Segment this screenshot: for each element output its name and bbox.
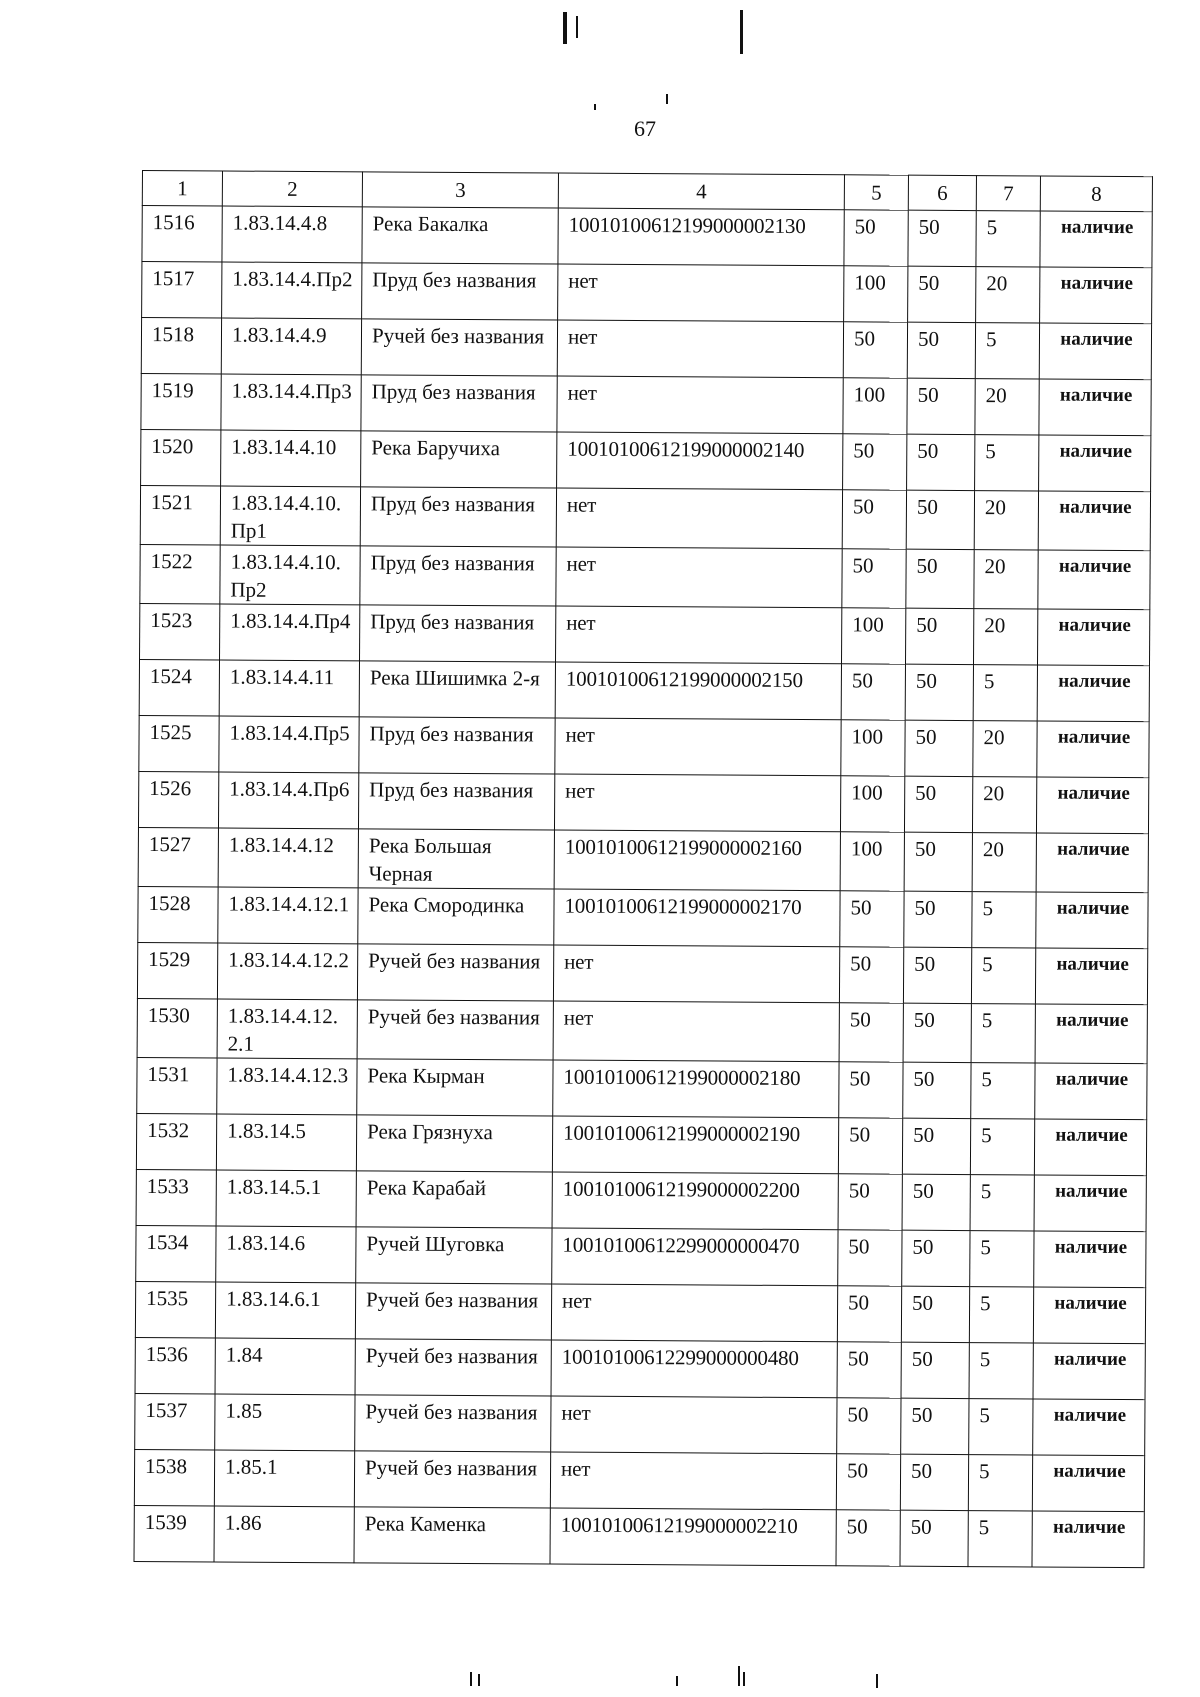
cadastral-number-cell: 10010100612199000002160 <box>554 830 840 891</box>
value-5-cell: 100 <box>840 776 904 832</box>
value-5-cell: 50 <box>838 1174 902 1230</box>
column-header-6: 6 <box>908 175 976 210</box>
row-number-cell: 1538 <box>134 1449 214 1505</box>
cadastral-number-cell: нет <box>557 320 843 378</box>
object-code-cell: 1.83.14.4.10.Пр1 <box>220 486 360 546</box>
value-7-cell: 5 <box>975 435 1039 491</box>
value-5-cell: 50 <box>838 1230 902 1286</box>
object-code-cell: 1.83.14.5 <box>216 1114 356 1171</box>
cadastral-number-cell: нет <box>551 1396 837 1454</box>
table-row <box>137 1057 1147 1119</box>
cadastral-number-cell: нет <box>558 264 844 322</box>
table-row <box>142 206 1152 268</box>
object-code-cell: 1.85 <box>215 1394 355 1451</box>
value-6-cell: 50 <box>906 490 974 549</box>
table-row <box>137 942 1147 1004</box>
row-number-cell: 1537 <box>135 1393 215 1449</box>
cadastral-number-cell: нет <box>555 718 841 776</box>
object-name-cell: Ручей без названия <box>357 1000 553 1060</box>
table-row <box>141 318 1151 380</box>
row-number-cell: 1531 <box>137 1057 217 1113</box>
value-7-cell: 5 <box>973 665 1037 721</box>
value-6-cell: 50 <box>900 1510 968 1566</box>
column-header-1: 1 <box>142 171 222 206</box>
cadastral-number-cell: нет <box>551 1284 837 1342</box>
object-code-cell: 1.83.14.4.12.2 <box>217 943 357 1000</box>
value-6-cell: 50 <box>902 1174 970 1230</box>
value-5-cell: 50 <box>837 1342 901 1398</box>
value-6-cell: 50 <box>903 947 971 1003</box>
status-cell: наличие <box>1040 211 1152 268</box>
value-7-cell: 5 <box>969 1399 1033 1455</box>
table-row <box>139 659 1149 721</box>
value-5-cell: 50 <box>836 1454 900 1510</box>
table-row <box>140 603 1150 665</box>
column-header-2: 2 <box>222 171 362 207</box>
object-code-cell: 1.83.14.6 <box>216 1226 356 1283</box>
row-number-cell: 1526 <box>138 771 218 827</box>
cadastral-number-cell: нет <box>556 606 842 664</box>
value-6-cell: 50 <box>906 549 974 608</box>
cadastral-number-cell: нет <box>553 945 839 1003</box>
object-name-cell: Река Баручиха <box>361 431 557 488</box>
row-number-cell: 1524 <box>139 659 219 715</box>
table-row <box>139 715 1149 777</box>
object-name-cell: Ручей без названия <box>355 1395 551 1452</box>
table-row <box>136 1113 1146 1175</box>
value-7-cell: 5 <box>968 1455 1032 1511</box>
value-7-cell: 20 <box>973 721 1037 777</box>
table-row <box>136 1169 1146 1231</box>
status-cell: наличие <box>1035 948 1147 1005</box>
row-number-cell: 1529 <box>137 942 217 998</box>
table-row <box>135 1337 1145 1399</box>
value-6-cell: 50 <box>904 776 972 832</box>
object-code-cell: 1.83.14.4.12.1 <box>218 887 358 944</box>
cadastral-number-cell: 10010100612199000002210 <box>550 1508 836 1566</box>
table-row <box>135 1393 1145 1455</box>
table-row <box>134 1505 1144 1567</box>
value-6-cell: 50 <box>903 1003 971 1062</box>
status-cell: наличие <box>1036 777 1148 834</box>
value-5-cell: 50 <box>840 891 904 947</box>
value-6-cell: 50 <box>908 210 976 266</box>
object-code-cell: 1.83.14.4.12.3 <box>217 1058 357 1115</box>
value-6-cell: 50 <box>907 434 975 490</box>
object-name-cell: Река Шишимка 2-я <box>359 661 555 718</box>
cadastral-number-cell: 10010100612199000002200 <box>552 1172 838 1230</box>
object-name-cell: Пруд без названия <box>360 546 556 606</box>
row-number-cell: 1535 <box>135 1281 215 1337</box>
value-7-cell: 5 <box>971 948 1035 1004</box>
object-name-cell: Река Каменка <box>354 1507 550 1564</box>
row-number-cell: 1522 <box>140 544 220 603</box>
value-6-cell: 50 <box>901 1286 969 1342</box>
value-6-cell: 50 <box>905 720 973 776</box>
value-7-cell: 5 <box>970 1119 1034 1175</box>
value-5-cell: 100 <box>841 720 905 776</box>
object-code-cell: 1.83.14.4.Пр4 <box>220 604 360 661</box>
object-name-cell: Пруд без названия <box>359 717 555 774</box>
object-name-cell: Река Грязнуха <box>356 1115 552 1172</box>
table-row <box>138 886 1148 948</box>
value-6-cell: 50 <box>900 1454 968 1510</box>
object-code-cell: 1.83.14.4.11 <box>219 660 359 717</box>
value-6-cell: 50 <box>905 608 973 664</box>
row-number-cell: 1519 <box>141 373 221 429</box>
object-code-cell: 1.83.14.4.12 <box>218 828 358 888</box>
object-name-cell: Река Большая Черная <box>358 829 554 889</box>
row-number-cell: 1528 <box>138 886 218 942</box>
value-7-cell: 5 <box>970 1175 1034 1231</box>
object-name-cell: Река Смородинка <box>358 888 554 945</box>
status-cell: наличие <box>1038 491 1150 551</box>
cadastral-number-cell: 10010100612199000002180 <box>553 1060 839 1118</box>
column-header-7: 7 <box>976 176 1040 211</box>
row-number-cell: 1527 <box>138 827 218 886</box>
value-6-cell: 50 <box>902 1230 970 1286</box>
cadastral-number-cell: нет <box>556 488 842 549</box>
cadastral-number-cell: нет <box>556 547 842 608</box>
object-code-cell: 1.86 <box>214 1506 354 1563</box>
value-5-cell: 50 <box>843 434 907 490</box>
value-6-cell: 50 <box>904 891 972 947</box>
value-5-cell: 100 <box>844 266 908 322</box>
table-row <box>136 1225 1146 1287</box>
table-row <box>140 544 1150 609</box>
value-5-cell: 50 <box>843 322 907 378</box>
cadastral-number-cell: нет <box>557 376 843 434</box>
row-number-cell: 1521 <box>140 485 220 544</box>
value-7-cell: 5 <box>976 211 1040 267</box>
object-code-cell: 1.83.14.4.10 <box>221 430 361 487</box>
value-5-cell: 100 <box>841 608 905 664</box>
table-row <box>142 262 1152 324</box>
status-cell: наличие <box>1036 892 1148 949</box>
value-7-cell: 5 <box>972 892 1036 948</box>
value-5-cell: 50 <box>842 549 906 608</box>
value-5-cell: 50 <box>837 1398 901 1454</box>
cadastral-number-cell: 10010100612199000002130 <box>558 208 844 266</box>
value-6-cell: 50 <box>904 832 972 891</box>
object-name-cell: Ручей без названия <box>354 1451 550 1508</box>
object-name-cell: Пруд без названия <box>360 487 556 547</box>
object-code-cell: 1.83.14.4.9 <box>221 318 361 375</box>
table-row <box>137 998 1147 1063</box>
cadastral-number-cell: нет <box>554 774 840 832</box>
status-cell: наличие <box>1035 1004 1147 1064</box>
row-number-cell: 1516 <box>142 206 222 262</box>
value-7-cell: 5 <box>975 323 1039 379</box>
value-7-cell: 5 <box>969 1287 1033 1343</box>
object-name-cell: Ручей без названия <box>355 1283 551 1340</box>
object-name-cell: Пруд без названия <box>360 605 556 662</box>
status-cell: наличие <box>1038 550 1150 610</box>
value-6-cell: 50 <box>903 1062 971 1118</box>
object-code-cell: 1.83.14.4.Пр5 <box>219 716 359 773</box>
status-cell: наличие <box>1032 1455 1144 1512</box>
row-number-cell: 1518 <box>141 318 221 374</box>
object-code-cell: 1.84 <box>215 1338 355 1395</box>
value-7-cell: 20 <box>976 267 1040 323</box>
value-6-cell: 50 <box>908 266 976 322</box>
status-cell: наличие <box>1037 721 1149 778</box>
object-name-cell: Пруд без названия <box>358 773 554 830</box>
object-name-cell: Река Кырман <box>357 1059 553 1116</box>
value-6-cell: 50 <box>901 1398 969 1454</box>
object-code-cell: 1.83.14.4.10.Пр2 <box>220 545 360 605</box>
table-row <box>138 827 1148 892</box>
cadastral-number-cell: нет <box>553 1001 839 1062</box>
value-5-cell: 50 <box>836 1510 900 1566</box>
table-row <box>141 373 1151 435</box>
status-cell: наличие <box>1039 379 1151 436</box>
value-5-cell: 100 <box>840 832 904 891</box>
table-row <box>135 1281 1145 1343</box>
value-7-cell: 5 <box>971 1063 1035 1119</box>
value-6-cell: 50 <box>907 378 975 434</box>
value-5-cell: 50 <box>839 1062 903 1118</box>
object-name-cell: Пруд без названия <box>362 263 558 320</box>
value-5-cell: 50 <box>841 664 905 720</box>
value-6-cell: 50 <box>907 322 975 378</box>
value-5-cell: 50 <box>842 490 906 549</box>
value-7-cell: 5 <box>968 1511 1032 1567</box>
row-number-cell: 1536 <box>135 1337 215 1393</box>
cadastral-number-cell: 10010100612199000002150 <box>555 662 841 720</box>
status-cell: наличие <box>1035 1063 1147 1120</box>
value-5-cell: 50 <box>837 1286 901 1342</box>
value-6-cell: 50 <box>901 1342 969 1398</box>
object-code-cell: 1.83.14.4.Пр3 <box>221 374 361 431</box>
cadastral-number-cell: 10010100612299000000470 <box>552 1228 838 1286</box>
row-number-cell: 1539 <box>134 1505 214 1561</box>
object-code-cell: 1.83.14.4.Пр2 <box>222 262 362 319</box>
status-cell: наличие <box>1032 1511 1144 1568</box>
value-7-cell: 20 <box>973 609 1037 665</box>
object-code-cell: 1.83.14.5.1 <box>216 1170 356 1227</box>
object-name-cell: Река Карабай <box>356 1171 552 1228</box>
status-cell: наличие <box>1033 1343 1145 1400</box>
value-7-cell: 20 <box>974 491 1038 550</box>
row-number-cell: 1517 <box>142 262 222 318</box>
status-cell: наличие <box>1039 323 1151 380</box>
cadastral-number-cell: 10010100612199000002190 <box>552 1116 838 1174</box>
value-5-cell: 50 <box>839 947 903 1003</box>
value-7-cell: 5 <box>971 1004 1035 1063</box>
value-7-cell: 20 <box>972 833 1036 892</box>
water-objects-table <box>133 170 1152 1568</box>
column-header-5: 5 <box>844 175 908 210</box>
status-cell: наличие <box>1036 833 1148 893</box>
value-7-cell: 20 <box>972 777 1036 833</box>
value-7-cell: 5 <box>970 1231 1034 1287</box>
column-header-3: 3 <box>362 172 558 208</box>
page-number: 67 <box>634 116 656 141</box>
value-6-cell: 50 <box>905 664 973 720</box>
table-row <box>138 771 1148 833</box>
status-cell: наличие <box>1039 435 1151 492</box>
status-cell: наличие <box>1037 609 1149 666</box>
row-number-cell: 1525 <box>139 715 219 771</box>
table-row <box>140 485 1150 550</box>
object-code-cell: 1.85.1 <box>214 1450 354 1507</box>
object-name-cell: Река Бакалка <box>362 207 558 264</box>
object-name-cell: Ручей Шуговка <box>356 1227 552 1284</box>
value-5-cell: 50 <box>839 1003 903 1062</box>
value-5-cell: 50 <box>844 210 908 266</box>
column-header-4: 4 <box>558 173 844 210</box>
table-body <box>134 206 1152 1568</box>
status-cell: наличие <box>1034 1231 1146 1288</box>
object-name-cell: Ручей без названия <box>361 319 557 376</box>
value-6-cell: 50 <box>902 1118 970 1174</box>
cadastral-number-cell: нет <box>550 1452 836 1510</box>
column-header-8: 8 <box>1040 176 1152 212</box>
object-code-cell: 1.83.14.4.8 <box>222 206 362 263</box>
value-7-cell: 5 <box>969 1343 1033 1399</box>
object-code-cell: 1.83.14.6.1 <box>215 1282 355 1339</box>
object-name-cell: Ручей без названия <box>355 1339 551 1396</box>
status-cell: наличие <box>1034 1175 1146 1232</box>
cadastral-number-cell: 10010100612199000002140 <box>557 432 843 490</box>
value-7-cell: 20 <box>974 550 1038 609</box>
row-number-cell: 1523 <box>140 603 220 659</box>
status-cell: наличие <box>1037 665 1149 722</box>
status-cell: наличие <box>1033 1287 1145 1344</box>
status-cell: наличие <box>1040 267 1152 324</box>
row-number-cell: 1533 <box>136 1169 216 1225</box>
cadastral-number-cell: 10010100612199000002170 <box>554 889 840 947</box>
value-5-cell: 100 <box>843 378 907 434</box>
object-name-cell: Ручей без названия <box>357 944 553 1001</box>
row-number-cell: 1534 <box>136 1225 216 1281</box>
status-cell: наличие <box>1033 1399 1145 1456</box>
table-row <box>134 1449 1144 1511</box>
object-code-cell: 1.83.14.4.Пр6 <box>218 772 358 829</box>
cadastral-number-cell: 10010100612299000000480 <box>551 1340 837 1398</box>
row-number-cell: 1530 <box>137 998 217 1057</box>
value-5-cell: 50 <box>838 1118 902 1174</box>
row-number-cell: 1520 <box>141 429 221 485</box>
row-number-cell: 1532 <box>136 1113 216 1169</box>
object-code-cell: 1.83.14.4.12.2.1 <box>217 999 357 1059</box>
value-7-cell: 20 <box>975 379 1039 435</box>
status-cell: наличие <box>1034 1119 1146 1176</box>
object-name-cell: Пруд без названия <box>361 375 557 432</box>
table-row <box>141 429 1151 491</box>
